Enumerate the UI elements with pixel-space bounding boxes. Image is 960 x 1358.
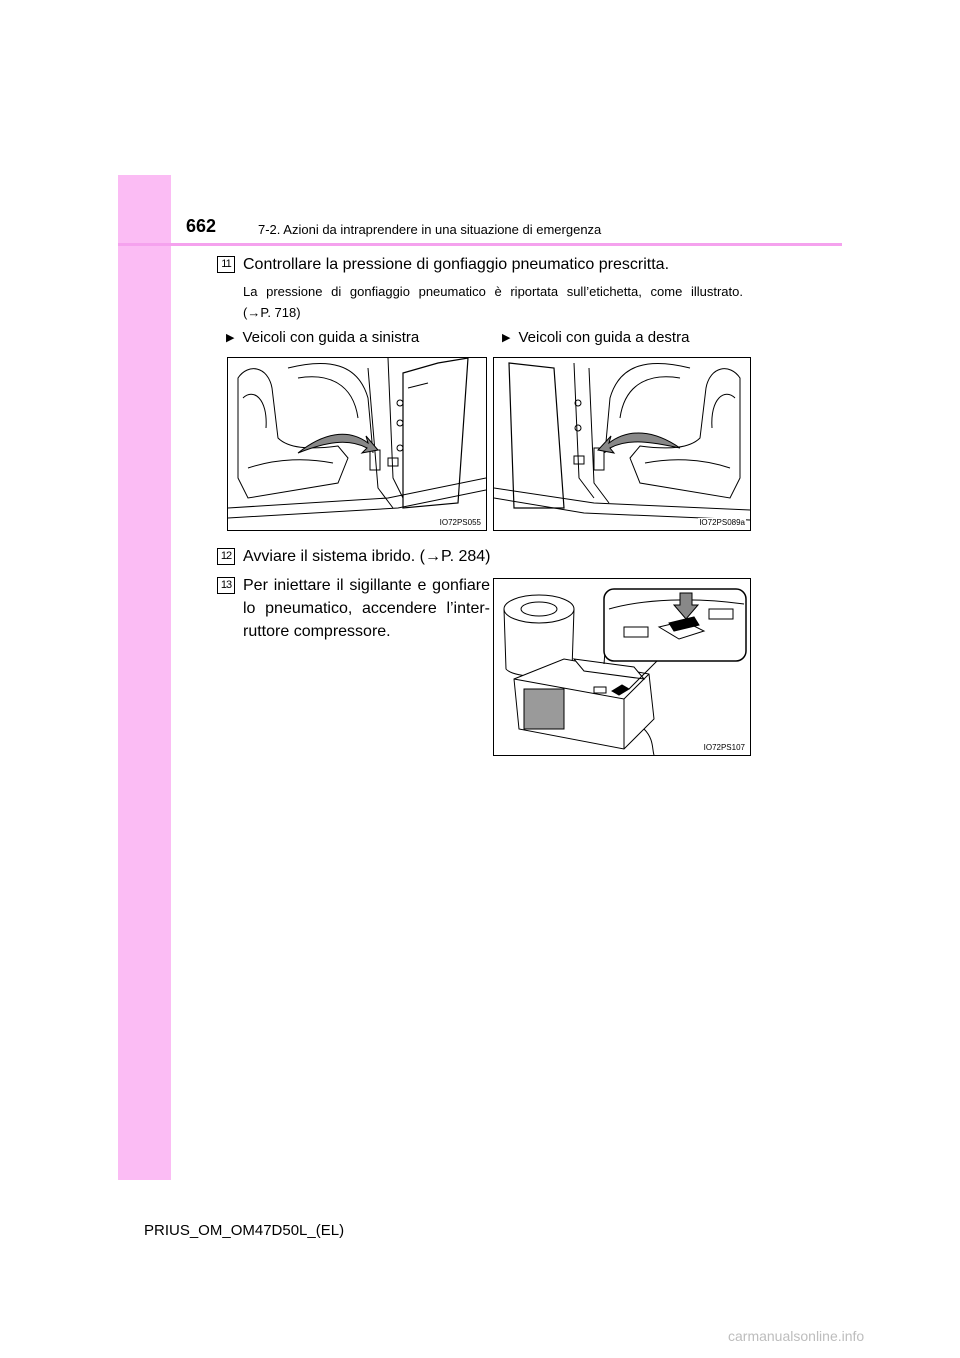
door-pillar-illustration: [228, 358, 486, 530]
page-number: 662: [186, 216, 217, 236]
figure-code-right: IO72PS089a: [699, 518, 745, 527]
compressor-illustration: [494, 579, 750, 755]
subheading-left-label: Veicoli con guida a sinistra: [242, 329, 420, 346]
section-title: 7-2. Azioni da intraprendere in una situazione di emergenza: [258, 222, 602, 237]
triangle-bullet-icon: ▶: [226, 332, 235, 344]
triangle-bullet-icon: ▶: [502, 332, 511, 344]
step-number-12: 12: [217, 548, 235, 565]
header-divider: [118, 243, 842, 246]
step-12-text: Avviare il sistema ibrido. (→P. 284): [243, 548, 491, 565]
figure-left-drive-door-label: [227, 357, 487, 531]
chapter-sidebar-tab: [118, 175, 171, 1180]
door-pillar-illustration-mirrored: [494, 358, 750, 530]
watermark: carmanualsonline.info: [728, 1328, 865, 1344]
step-13-text: Per iniettare il sigillante e gonfiare lo pneumatico, accendere l’inter-ruttore compressore.: [243, 577, 490, 640]
subheading-left-drive: [226, 329, 419, 346]
figure-compressor-switch: [493, 578, 751, 756]
figure-right-drive-door-label: [493, 357, 751, 531]
document-footer-code: PRIUS_OM_OM47D50L_(EL): [144, 1222, 345, 1239]
step-number-11: 11: [217, 256, 235, 273]
pressure-note: La pressione di gonfiaggio pneumatico è riportata sull’etichetta, come illustrato.: [243, 284, 743, 299]
step-11-text: Controllare la pressione di gonfiaggio pneumatico prescritta.: [243, 256, 670, 273]
pressure-note-reference: (→P. 718): [243, 305, 301, 320]
step-number-13: 13: [217, 577, 235, 594]
figure-code-left: IO72PS055: [439, 518, 481, 527]
subheading-right-drive: [502, 329, 689, 346]
figure-code-compressor: IO72PS107: [703, 743, 745, 752]
subheading-right-label: Veicoli con guida a destra: [518, 329, 690, 346]
